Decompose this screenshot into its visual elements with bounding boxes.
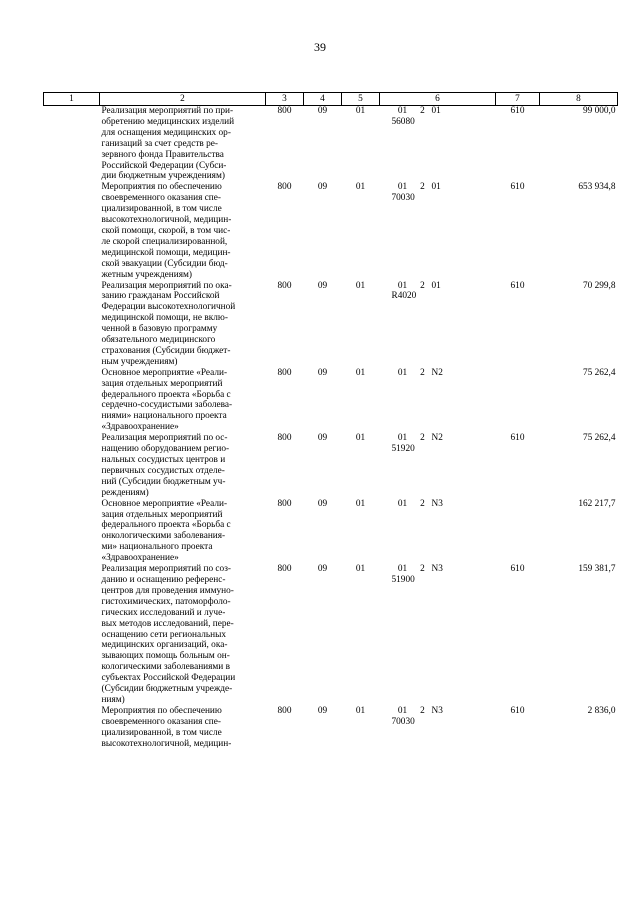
- expense-type-code: 610: [510, 182, 525, 193]
- table-row: [44, 106, 618, 183]
- row-description: [100, 106, 266, 183]
- activity-code: N3: [431, 564, 443, 575]
- activity-code: N2: [431, 433, 443, 444]
- section-code: 09: [317, 106, 328, 116]
- ministry-code: 800: [277, 367, 292, 378]
- description-line: ниям): [101, 694, 125, 705]
- description-line: своевременного оказания спе-: [101, 193, 221, 204]
- description-line: Федерации высокотехнологичной: [101, 302, 236, 313]
- section-code: 09: [317, 182, 328, 193]
- description-line: ным учреждениям): [101, 356, 178, 367]
- subprogram-code: 2: [420, 280, 425, 291]
- subsection-code: 01: [355, 182, 366, 193]
- ministry-code: 800: [277, 433, 292, 444]
- amount-value: 75 262,4: [582, 433, 616, 444]
- description-line: первичных сосудистых отделе-: [101, 465, 225, 476]
- program-code: 01: [397, 367, 408, 378]
- description-line: страхования (Субсидии бюджет-: [101, 345, 231, 356]
- description-line: ской эвакуации (Субсидии бюд-: [101, 258, 228, 269]
- direction-code: 51900: [391, 574, 415, 585]
- description-line: ми» национального проекта: [101, 542, 213, 553]
- description-line: федерального проекта «Борьба с: [101, 389, 231, 400]
- page-number: 39: [314, 40, 326, 54]
- amount-value: 75 262,4: [582, 367, 616, 378]
- ministry-code: 800: [277, 564, 292, 575]
- subprogram-code: 2: [420, 367, 425, 378]
- description-line: данию и оснащению референс-: [101, 574, 226, 585]
- description-line: (Субсидии бюджетным учрежде-: [101, 684, 233, 695]
- description-line: центров для проведения иммуно-: [101, 585, 234, 596]
- target-article-code: [380, 499, 496, 564]
- expense-type-code: 610: [510, 433, 525, 444]
- description-line: гистохимических, патоморфоло-: [101, 596, 231, 607]
- subprogram-code: 2: [420, 106, 425, 116]
- subsection-code: 01: [355, 498, 366, 509]
- description-line: ченной в базовую программу: [101, 324, 218, 335]
- program-code: 01: [397, 705, 408, 716]
- description-line: кологическими заболеваниями в: [101, 662, 230, 673]
- subsection-code: 01: [355, 280, 366, 291]
- target-article-code: [380, 182, 496, 280]
- description-line: ний (Субсидии бюджетным уч-: [101, 476, 226, 487]
- target-article-code: [380, 433, 496, 498]
- program-code: 01: [397, 498, 408, 509]
- description-line: ганизаций за счет средств ре-: [101, 138, 218, 149]
- expense-type-code: 610: [510, 106, 525, 116]
- program-code: 01: [397, 182, 408, 193]
- target-article-code: [380, 706, 496, 750]
- description-line: Реализация мероприятий по соз-: [101, 564, 231, 575]
- description-line: зывающих помощь больным он-: [101, 651, 230, 662]
- direction-code: 70030: [391, 716, 415, 727]
- program-code: 01: [397, 564, 408, 575]
- row-cell-1: [44, 281, 100, 368]
- table-row: [44, 368, 618, 433]
- activity-code: 01: [431, 280, 441, 291]
- row-cell-1: [44, 499, 100, 564]
- table-row: [44, 182, 618, 280]
- amount-value: 99 000,0: [582, 106, 616, 116]
- description-line: высокотехнологичной, медицин-: [101, 215, 232, 226]
- budget-table: [43, 92, 618, 749]
- table-header-row: [44, 93, 618, 106]
- description-line: оснащению сети региональных: [101, 629, 226, 640]
- amount-value: 70 299,8: [582, 280, 616, 291]
- section-code: 09: [317, 367, 328, 378]
- table-row: [44, 281, 618, 368]
- description-line: обретению медицинских изделий: [101, 116, 235, 127]
- header-cell-8: 8: [540, 93, 618, 106]
- section-code: 09: [317, 280, 328, 291]
- description-line: Реализация мероприятий по ос-: [101, 433, 228, 444]
- header-cell-4: 4: [304, 93, 342, 106]
- description-line: онкологическими заболевания-: [101, 531, 226, 542]
- expense-type-code: 610: [510, 280, 525, 291]
- row-description: [100, 499, 266, 564]
- subsection-code: 01: [355, 433, 366, 444]
- section-code: 09: [317, 705, 328, 716]
- table-row: [44, 433, 618, 498]
- expense-type-code: [496, 368, 540, 433]
- amount-value: 653 934,8: [578, 182, 616, 193]
- description-line: циализированной, в том числе: [101, 204, 222, 215]
- subsection-code: 01: [355, 564, 366, 575]
- header-cell-2: 2: [100, 93, 266, 106]
- section-code: 09: [317, 498, 328, 509]
- description-line: «Здравоохранение»: [101, 422, 179, 433]
- description-line: «Здравоохранение»: [101, 553, 179, 564]
- row-cell-1: [44, 706, 100, 750]
- expense-type-code: 610: [510, 705, 525, 716]
- description-line: ле скорой специализированной,: [101, 236, 228, 247]
- subprogram-code: 2: [420, 182, 425, 193]
- description-line: Реализация мероприятий по при-: [101, 106, 234, 116]
- activity-code: 01: [431, 182, 441, 193]
- target-article-code: [380, 106, 496, 183]
- description-line: для оснащения медицинских ор-: [101, 127, 231, 138]
- amount-value: 2 836,0: [587, 705, 616, 716]
- description-line: ниями» национального проекта: [101, 411, 227, 422]
- description-line: Российской Федерации (Субси-: [101, 160, 227, 171]
- header-cell-3: 3: [266, 93, 304, 106]
- amount-value: 159 381,7: [578, 564, 616, 575]
- ministry-code: 800: [277, 182, 292, 193]
- activity-code: N3: [431, 705, 443, 716]
- expense-type-code: 610: [510, 564, 525, 575]
- subprogram-code: 2: [420, 705, 425, 716]
- header-cell-1: 1: [44, 93, 100, 106]
- description-line: жетным учреждениям): [101, 269, 193, 280]
- description-line: медицинской помощи, медицин-: [101, 247, 231, 258]
- ministry-code: 800: [277, 106, 292, 116]
- row-description: [100, 433, 266, 498]
- table-row: [44, 564, 618, 706]
- description-line: Реализация мероприятий по ока-: [101, 280, 232, 291]
- row-cell-1: [44, 564, 100, 706]
- ministry-code: 800: [277, 280, 292, 291]
- header-cell-7: 7: [496, 93, 540, 106]
- description-line: реждениям): [101, 487, 149, 498]
- description-line: высокотехнологичной, медицин-: [101, 738, 232, 749]
- description-line: нальных сосудистых центров и: [101, 455, 226, 465]
- section-code: 09: [317, 564, 328, 575]
- header-cell-6: 6: [380, 93, 496, 106]
- ministry-code: 800: [277, 705, 292, 716]
- subsection-code: 01: [355, 367, 366, 378]
- description-line: сердечно-сосудистыми заболева-: [101, 400, 233, 411]
- header-cell-5: 5: [342, 93, 380, 106]
- description-line: зервного фонда Правительства: [101, 149, 224, 160]
- row-cell-1: [44, 433, 100, 498]
- program-code: 01: [397, 433, 408, 444]
- activity-code: N2: [431, 367, 443, 378]
- direction-code: 56080: [391, 116, 415, 127]
- description-line: занию гражданам Российской: [101, 291, 220, 302]
- description-line: дии бюджетным учреждениям): [101, 171, 225, 182]
- subprogram-code: 2: [420, 564, 425, 575]
- program-code: 01: [397, 106, 408, 116]
- table-row: [44, 499, 618, 564]
- target-article-code: [380, 281, 496, 368]
- subprogram-code: 2: [420, 433, 425, 444]
- section-code: 09: [317, 433, 328, 444]
- amount-value: 162 217,7: [578, 498, 616, 509]
- row-description: [100, 706, 266, 750]
- description-line: своевременного оказания спе-: [101, 716, 221, 727]
- description-line: вых методов исследований, пере-: [101, 618, 234, 629]
- target-article-code: [380, 564, 496, 706]
- table-row: [44, 706, 618, 750]
- direction-code: R4020: [391, 291, 417, 302]
- description-line: медицинских организаций, ока-: [101, 640, 228, 651]
- target-article-code: [380, 368, 496, 433]
- activity-code: N3: [431, 498, 443, 509]
- row-description: [100, 368, 266, 433]
- expense-type-code: [496, 499, 540, 564]
- direction-code: 51920: [391, 444, 415, 455]
- subprogram-code: 2: [420, 498, 425, 509]
- description-line: зация отдельных мероприятий: [101, 378, 223, 389]
- description-line: ской помощи, скорой, в том чис-: [101, 225, 231, 236]
- description-line: нащению оборудованием регио-: [101, 444, 230, 455]
- description-line: обязательного медицинского: [101, 335, 216, 346]
- description-line: зация отдельных мероприятий: [101, 509, 223, 520]
- row-description: [100, 281, 266, 368]
- row-cell-1: [44, 182, 100, 280]
- subsection-code: 01: [355, 106, 366, 116]
- description-line: субъектах Российской Федерации: [101, 673, 236, 684]
- description-line: Мероприятия по обеспечению: [101, 705, 222, 716]
- row-cell-1: [44, 106, 100, 183]
- description-line: циализированной, в том числе: [101, 727, 222, 738]
- program-code: 01: [397, 280, 408, 291]
- row-description: [100, 182, 266, 280]
- row-cell-1: [44, 368, 100, 433]
- description-line: Основное мероприятие «Реали-: [101, 367, 228, 378]
- description-line: федерального проекта «Борьба с: [101, 520, 231, 531]
- direction-code: 70030: [391, 193, 415, 204]
- description-line: гических исследований и луче-: [101, 607, 226, 618]
- ministry-code: 800: [277, 498, 292, 509]
- activity-code: 01: [431, 106, 441, 116]
- description-line: Основное мероприятие «Реали-: [101, 498, 228, 509]
- subsection-code: 01: [355, 705, 366, 716]
- description-line: медицинской помощи, не вклю-: [101, 313, 228, 324]
- description-line: Мероприятия по обеспечению: [101, 182, 222, 193]
- row-description: [100, 564, 266, 706]
